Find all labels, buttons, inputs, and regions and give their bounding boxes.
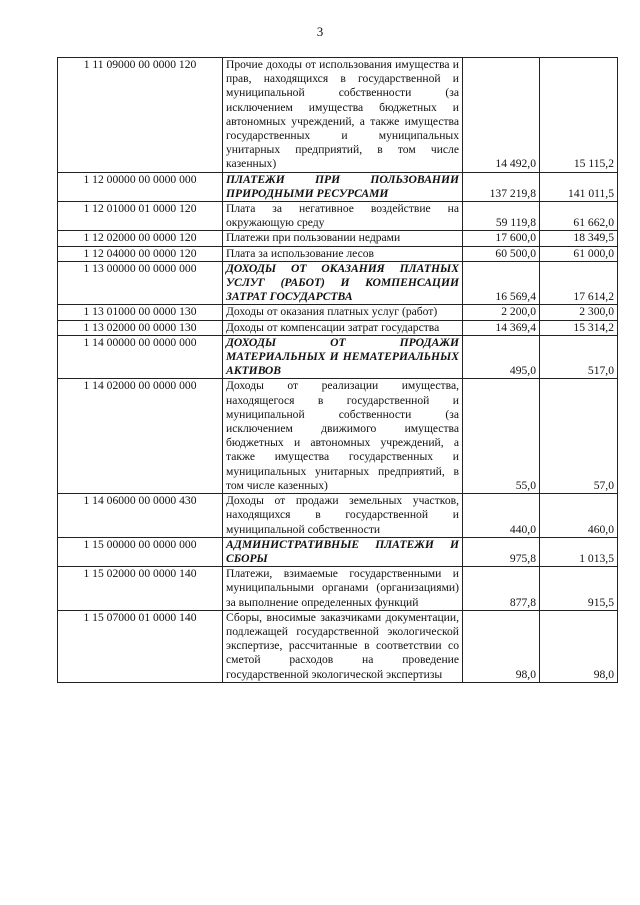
revenue-name-cell: ДОХОДЫ ОТ ПРОДАЖИ МАТЕРИАЛЬНЫХ И НЕМАТЕРИАЛЬНЫХ АКТИВОВ	[223, 335, 463, 379]
table-row	[58, 379, 618, 494]
table-row	[58, 172, 618, 201]
revenue-code-cell: 1 13 00000 00 0000 000	[58, 261, 223, 305]
amount-year2-cell: 2 300,0	[540, 305, 618, 320]
amount-year1-cell: 17 600,0	[463, 231, 540, 246]
revenue-code-cell: 1 13 02000 00 0000 130	[58, 320, 223, 335]
amount-year2-cell: 15 115,2	[540, 58, 618, 173]
table-row	[58, 567, 618, 611]
revenue-code-cell: 1 11 09000 00 0000 120	[58, 58, 223, 173]
table-row	[58, 261, 618, 305]
amount-year2-cell: 61 662,0	[540, 202, 618, 231]
revenue-name-cell: Платежи, взимаемые государственными и муниципальными органами (организациями) за выполнение определенных функций	[223, 567, 463, 611]
revenue-name-cell: ПЛАТЕЖИ ПРИ ПОЛЬЗОВАНИИ ПРИРОДНЫМИ РЕСУРСАМИ	[223, 172, 463, 201]
revenue-name-cell: Доходы от продажи земельных участков, находящихся в государственной и муниципальной собственности	[223, 494, 463, 538]
table-row	[58, 305, 618, 320]
table-row	[58, 494, 618, 538]
revenue-name-cell: Доходы от реализации имущества, находящегося в государственной и муниципальной собственности (за исключением движимого имущества бюджетных и автономных учреждений, а также имущества государственных и муниципальных унитарных предприятий, в том числе казенных)	[223, 379, 463, 494]
table-row	[58, 246, 618, 261]
amount-year1-cell: 495,0	[463, 335, 540, 379]
table-body	[58, 58, 618, 683]
table-row	[58, 537, 618, 566]
amount-year1-cell: 16 569,4	[463, 261, 540, 305]
amount-year2-cell: 1 013,5	[540, 537, 618, 566]
table-row	[58, 335, 618, 379]
amount-year2-cell: 141 011,5	[540, 172, 618, 201]
amount-year2-cell: 15 314,2	[540, 320, 618, 335]
amount-year1-cell: 98,0	[463, 610, 540, 682]
revenue-code-cell: 1 15 07000 01 0000 140	[58, 610, 223, 682]
amount-year2-cell: 61 000,0	[540, 246, 618, 261]
revenue-name-cell: ДОХОДЫ ОТ ОКАЗАНИЯ ПЛАТНЫХ УСЛУГ (РАБОТ) И КОМПЕНСАЦИИ ЗАТРАТ ГОСУДАРСТВА	[223, 261, 463, 305]
revenue-name-cell: Сборы, вносимые заказчиками документации, подлежащей государственной экологической экспертизе, рассчитанные в соответствии со сметой расходов на проведение государственной экологической экспертизы	[223, 610, 463, 682]
amount-year1-cell: 14 369,4	[463, 320, 540, 335]
table-row	[58, 231, 618, 246]
amount-year1-cell: 59 119,8	[463, 202, 540, 231]
revenue-code-cell: 1 14 02000 00 0000 000	[58, 379, 223, 494]
amount-year2-cell: 517,0	[540, 335, 618, 379]
amount-year2-cell: 98,0	[540, 610, 618, 682]
revenue-code-cell: 1 12 04000 00 0000 120	[58, 246, 223, 261]
revenue-name-cell: Доходы от оказания платных услуг (работ)	[223, 305, 463, 320]
table-row	[58, 58, 618, 173]
revenue-code-cell: 1 13 01000 00 0000 130	[58, 305, 223, 320]
amount-year2-cell: 18 349,5	[540, 231, 618, 246]
revenue-code-cell: 1 15 02000 00 0000 140	[58, 567, 223, 611]
revenue-name-cell: Платежи при пользовании недрами	[223, 231, 463, 246]
amount-year2-cell: 17 614,2	[540, 261, 618, 305]
page-number: 3	[316, 24, 324, 39]
amount-year2-cell: 57,0	[540, 379, 618, 494]
revenue-code-cell: 1 12 02000 00 0000 120	[58, 231, 223, 246]
revenue-name-cell: Плата за использование лесов	[223, 246, 463, 261]
amount-year1-cell: 2 200,0	[463, 305, 540, 320]
revenue-name-cell: Доходы от компенсации затрат государства	[223, 320, 463, 335]
amount-year1-cell: 975,8	[463, 537, 540, 566]
revenue-code-cell: 1 14 06000 00 0000 430	[58, 494, 223, 538]
amount-year2-cell: 915,5	[540, 567, 618, 611]
amount-year1-cell: 440,0	[463, 494, 540, 538]
amount-year1-cell: 14 492,0	[463, 58, 540, 173]
table-row	[58, 202, 618, 231]
table-row	[58, 320, 618, 335]
amount-year1-cell: 877,8	[463, 567, 540, 611]
revenue-code-cell: 1 15 00000 00 0000 000	[58, 537, 223, 566]
amount-year1-cell: 137 219,8	[463, 172, 540, 201]
revenue-code-cell: 1 14 00000 00 0000 000	[58, 335, 223, 379]
table-row	[58, 610, 618, 682]
amount-year1-cell: 55,0	[463, 379, 540, 494]
amount-year1-cell: 60 500,0	[463, 246, 540, 261]
amount-year2-cell: 460,0	[540, 494, 618, 538]
budget-revenue-table	[57, 57, 618, 683]
revenue-code-cell: 1 12 01000 01 0000 120	[58, 202, 223, 231]
revenue-name-cell: АДМИНИСТРАТИВНЫЕ ПЛАТЕЖИ И СБОРЫ	[223, 537, 463, 566]
revenue-name-cell: Прочие доходы от использования имущества и прав, находящихся в государственной и муниципальной собственности (за исключением имущества бюджетных и автономных учреждений, а также имущества государственных и муниципальных унитарных предприятий, в том числе казенных)	[223, 58, 463, 173]
revenue-code-cell: 1 12 00000 00 0000 000	[58, 172, 223, 201]
revenue-name-cell: Плата за негативное воздействие на окружающую среду	[223, 202, 463, 231]
